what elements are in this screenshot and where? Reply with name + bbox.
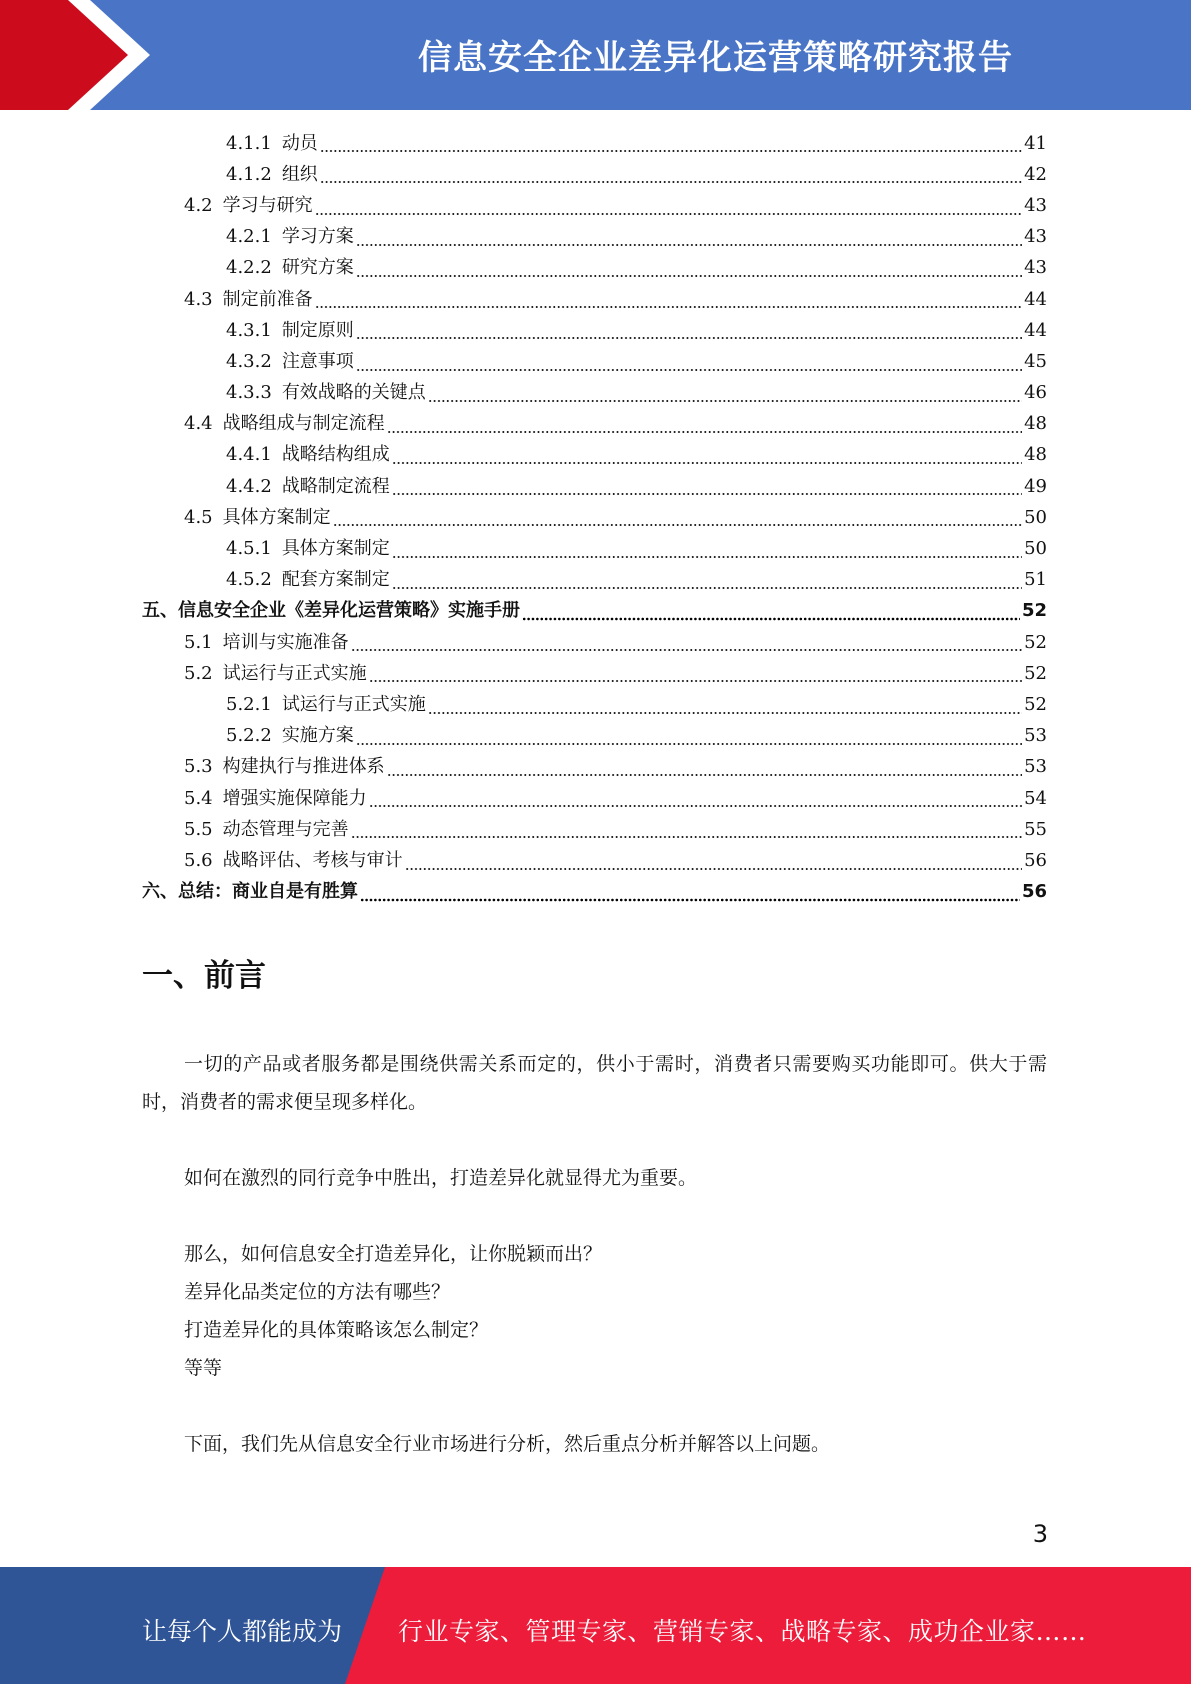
toc-entry[interactable]: [0, 721, 1191, 752]
toc-dot-leader: [428, 711, 1022, 715]
toc-entry-number: 4.2: [184, 194, 213, 216]
toc-dot-leader: [360, 898, 1020, 902]
toc-entry[interactable]: [0, 128, 1191, 159]
page-number: 3: [1032, 1520, 1048, 1548]
toc-entry[interactable]: [0, 409, 1191, 440]
toc-entry-title: 战略结构组成: [281, 444, 390, 466]
toc-dot-leader: [351, 835, 1022, 839]
toc-dot-leader: [392, 492, 1022, 496]
toc-dot-leader: [522, 617, 1020, 621]
toc-entry[interactable]: [0, 378, 1191, 409]
toc-dot-leader: [351, 648, 1022, 652]
toc-entry-label: [184, 631, 349, 653]
toc-entry-label: [226, 163, 318, 185]
toc-entry-page: 48: [1024, 413, 1047, 435]
toc-entry-title: 有效战略的关键点: [281, 382, 426, 404]
toc-entry-number: 4.5.2: [226, 569, 272, 591]
toc-entry-label: [226, 384, 426, 402]
toc-dot-leader: [356, 243, 1022, 247]
paragraph-intro: 一切的产品或者服务都是围绕供需关系而定的，供小于需时，消费者只需要购买功能即可。供大于需时，消费者的需求便呈现多样化。: [142, 1053, 1047, 1113]
toc-entry[interactable]: [0, 627, 1191, 658]
toc-entry-label: [226, 350, 354, 372]
toc-entry-number: 4.5.1: [226, 538, 272, 560]
toc-dot-leader: [392, 555, 1022, 559]
toc-entry[interactable]: [0, 877, 1191, 908]
toc-entry-label: [226, 319, 354, 341]
footer-slogan-right: 行业专家、管理专家、营销专家、战略专家、成功企业家……: [398, 1617, 1087, 1646]
toc-entry[interactable]: [0, 190, 1191, 221]
toc-entry-title: 构建执行与推进体系: [222, 756, 385, 778]
toc-entry-number: 5.2.1: [226, 693, 272, 715]
toc-entry-label: [142, 883, 358, 901]
toc-entry-label: [226, 475, 390, 497]
toc-entry-number: 5.2.2: [226, 725, 272, 747]
toc-entry-page: 52: [1024, 631, 1047, 653]
toc-entry-page: 42: [1024, 163, 1047, 185]
toc-entry-title: 学习方案: [281, 226, 354, 248]
toc-dot-leader: [387, 430, 1022, 434]
toc-entry-number: 4.3.3: [226, 382, 272, 404]
toc-entry-title: 培训与实施准备: [222, 631, 349, 653]
toc-entry-page: 53: [1024, 756, 1047, 778]
toc-entry-label: [184, 506, 331, 528]
toc-entry-title: 组织: [281, 163, 318, 185]
toc-entry-page: 41: [1024, 132, 1047, 154]
toc-entry[interactable]: [0, 845, 1191, 876]
paragraph-next: 下面，我们先从信息安全行业市场进行分析，然后重点分析并解答以上问题。: [184, 1433, 831, 1455]
toc-dot-leader: [356, 274, 1022, 278]
toc-entry-title: 注意事项: [281, 350, 354, 372]
toc-entry-page: 51: [1024, 569, 1047, 591]
toc-entry-number: 4.2.2: [226, 257, 272, 279]
toc-entry-title: 具体方案制定: [222, 506, 331, 528]
footer-slogan-left: 让每个人都能成为: [142, 1617, 343, 1646]
toc-entry-title: 战略组成与制定流程: [222, 413, 385, 435]
toc-entry-label: [226, 727, 354, 745]
toc-entry[interactable]: [0, 502, 1191, 533]
toc-entry-title: 试运行与正式实施: [222, 662, 367, 684]
toc-entry[interactable]: [0, 565, 1191, 596]
toc-entry-number: 4.3: [184, 288, 213, 310]
toc-entry-page: 43: [1024, 226, 1047, 248]
toc-dot-leader: [387, 773, 1022, 777]
toc-entry-page: 46: [1024, 382, 1047, 404]
toc-entry-title: 具体方案制定: [281, 538, 390, 560]
toc-entry-title: 研究方案: [281, 257, 354, 279]
toc-entry-label: [226, 571, 390, 589]
toc-entry-label: [226, 228, 354, 246]
toc-entry-label: [184, 662, 367, 684]
toc-entry-label: [226, 132, 318, 154]
toc-dot-leader: [369, 804, 1022, 808]
toc-entry-label: [142, 602, 520, 620]
toc-entry-page: 44: [1024, 288, 1047, 310]
toc-entry-page: 56: [1021, 881, 1047, 903]
toc-entry-label: [184, 818, 349, 840]
toc-entry[interactable]: [0, 315, 1191, 346]
toc-entry-title: 试运行与正式实施: [281, 693, 426, 715]
toc-entry-page: 52: [1021, 600, 1047, 622]
toc-entry[interactable]: [0, 346, 1191, 377]
toc-dot-leader: [428, 399, 1022, 403]
toc-entry-title: 战略评估、考核与审计: [222, 849, 403, 871]
toc-entry-label: [226, 693, 426, 715]
toc-entry-page: 54: [1024, 787, 1047, 809]
toc-dot-leader: [356, 742, 1022, 746]
toc-entry-label: [184, 758, 385, 776]
toc-entry-label: [184, 415, 385, 433]
toc-entry-page: 45: [1024, 350, 1047, 372]
page-header: [0, 0, 1191, 110]
toc-entry[interactable]: [0, 284, 1191, 315]
toc-dot-leader: [333, 523, 1022, 527]
toc-dot-leader: [315, 212, 1022, 216]
toc-entry[interactable]: [0, 596, 1191, 627]
toc-entry-page: 53: [1024, 725, 1047, 747]
toc-entry-page: 44: [1024, 319, 1047, 341]
toc-entry-title: 学习与研究: [222, 194, 313, 216]
toc-entry-title: 战略制定流程: [281, 475, 390, 497]
toc-entry[interactable]: [0, 159, 1191, 190]
section-heading: 一、前言: [142, 958, 266, 994]
toc-entry-number: 5.1: [184, 631, 213, 653]
toc-entry-page: 43: [1024, 257, 1047, 279]
toc-entry[interactable]: [0, 783, 1191, 814]
toc-entry-page: 49: [1024, 475, 1047, 497]
toc-entry-page: 50: [1024, 506, 1047, 528]
page-footer: [0, 1567, 1191, 1684]
toc-entry[interactable]: [0, 440, 1191, 471]
toc-entry-page: 52: [1024, 693, 1047, 715]
toc-entry-label: [226, 540, 390, 558]
toc-dot-leader: [356, 368, 1022, 372]
toc-entry-page: 56: [1024, 849, 1047, 871]
toc-entry-number: 五、: [142, 600, 178, 622]
toc-entry-number: 4.1.1: [226, 132, 272, 154]
toc-entry[interactable]: [0, 658, 1191, 689]
toc-entry[interactable]: [0, 752, 1191, 783]
toc-dot-leader: [369, 679, 1022, 683]
question-line: 等等: [184, 1357, 223, 1379]
toc-entry-title: 实施方案: [281, 725, 354, 747]
toc-entry[interactable]: [0, 253, 1191, 284]
question-line: 差异化品类定位的方法有哪些？: [184, 1281, 451, 1303]
table-of-contents: [0, 128, 1191, 908]
document-title: 信息安全企业差异化运营策略研究报告: [418, 38, 1013, 78]
question-line: 打造差异化的具体策略该怎么制定？: [184, 1319, 489, 1341]
toc-dot-leader: [392, 586, 1022, 590]
toc-entry-title: 总结：商业自是有胜算: [178, 881, 358, 903]
toc-entry-number: 4.4.2: [226, 475, 272, 497]
toc-dot-leader: [320, 149, 1022, 153]
toc-entry-number: 4.4: [184, 413, 213, 435]
toc-entry-title: 动态管理与完善: [222, 818, 349, 840]
toc-entry-label: [184, 849, 403, 871]
toc-entry-label: [184, 787, 367, 809]
toc-dot-leader: [405, 867, 1022, 871]
toc-entry[interactable]: [0, 222, 1191, 253]
toc-entry-number: 4.1.2: [226, 163, 272, 185]
toc-entry-title: 增强实施保障能力: [222, 787, 367, 809]
toc-entry-title: 制定原则: [281, 319, 354, 341]
toc-entry-page: 43: [1024, 194, 1047, 216]
question-line: 那么，如何信息安全打造差异化，让你脱颖而出？: [184, 1243, 603, 1265]
toc-entry-number: 5.3: [184, 756, 213, 778]
toc-entry-title: 配套方案制定: [281, 569, 390, 591]
toc-entry-label: [226, 259, 354, 277]
toc-entry-title: 信息安全企业《差异化运营策略》实施手册: [178, 600, 520, 622]
toc-entry-number: 4.5: [184, 506, 213, 528]
toc-entry-number: 4.2.1: [226, 226, 272, 248]
toc-entry-number: 5.4: [184, 787, 213, 809]
toc-dot-leader: [356, 336, 1022, 340]
toc-dot-leader: [320, 180, 1022, 184]
toc-entry-page: 52: [1024, 662, 1047, 684]
toc-entry-title: 动员: [281, 132, 318, 154]
toc-entry-number: 4.3.1: [226, 319, 272, 341]
toc-entry-number: 5.6: [184, 849, 213, 871]
toc-entry[interactable]: [0, 471, 1191, 502]
toc-entry[interactable]: [0, 533, 1191, 564]
toc-entry-label: [184, 194, 313, 216]
toc-dot-leader: [315, 305, 1022, 309]
toc-entry-page: 55: [1024, 818, 1047, 840]
toc-dot-leader: [392, 461, 1022, 465]
toc-entry-number: 4.4.1: [226, 444, 272, 466]
toc-entry-title: 制定前准备: [222, 288, 313, 310]
toc-entry-number: 5.5: [184, 818, 213, 840]
toc-entry-page: 50: [1024, 538, 1047, 560]
toc-entry-number: 4.3.2: [226, 350, 272, 372]
paragraph-competition: 如何在激烈的同行竞争中胜出，打造差异化就显得尤为重要。: [184, 1167, 698, 1189]
toc-entry-number: 六、: [142, 881, 178, 903]
toc-entry-number: 5.2: [184, 662, 213, 684]
toc-entry-page: 48: [1024, 444, 1047, 466]
toc-entry-label: [184, 288, 313, 310]
toc-entry[interactable]: [0, 814, 1191, 845]
toc-entry[interactable]: [0, 689, 1191, 720]
toc-entry-label: [226, 446, 390, 464]
